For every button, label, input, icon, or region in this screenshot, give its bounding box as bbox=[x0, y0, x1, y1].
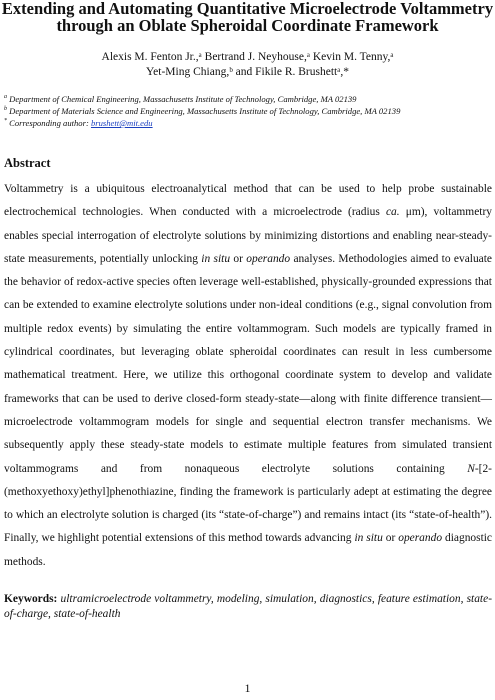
author-list bbox=[0, 50, 495, 80]
affiliation-b bbox=[4, 105, 492, 117]
keywords-list: ultramicroelectrode voltammetry, modeling, simulation, diagnostics, feature estimation, state-of-charge, state-of-health bbox=[4, 593, 492, 620]
affiliation-b-text: Department of Materials Science and Engineering, Massachusetts Institute of Technology, Cambridge, MA 02139 bbox=[9, 106, 401, 116]
page-number: 1 bbox=[244, 681, 251, 695]
abstract-text: or bbox=[230, 252, 247, 265]
affiliations bbox=[4, 93, 492, 129]
abstract-italic-term: in situ bbox=[201, 252, 231, 265]
title-line-1: Extending and Automating Quantitative Microelectrode Voltammetry bbox=[1, 0, 494, 18]
affiliation-a bbox=[4, 93, 492, 105]
keywords-label: Keywords: bbox=[4, 593, 58, 605]
abstract-text: diagnostic methods. bbox=[4, 532, 493, 568]
abstract-heading: Abstract bbox=[4, 156, 51, 170]
paper-title bbox=[0, 0, 495, 34]
abstract-italic-term: in situ bbox=[354, 532, 383, 545]
author-line-2: Yet-Ming Chiang,ᵇ and Fikile R. Brushettᵃ,* bbox=[146, 66, 349, 78]
affiliation-a-text: Department of Chemical Engineering, Massachusetts Institute of Technology, Cambridge, MA 02139 bbox=[9, 94, 357, 104]
abstract-text: -[2-(methoxyethoxy)ethyl]phenothiazine, finding the framework is particularly adept at estimating the degree to which an electrolyte solution is charged (its “state-of-charge”) and remains intact (its “state-of-health”). Finally, we highlight potential extensions of this method towards advancing bbox=[4, 462, 492, 545]
abstract-body bbox=[4, 178, 492, 574]
abstract-italic-term: N bbox=[467, 462, 475, 475]
author-line-1: Alexis M. Fenton Jr.,ᵃ Bertrand J. Neyhouse,ᵃ Kevin M. Tenny,ᵃ bbox=[101, 51, 394, 63]
abstract-text: μm), voltammetry enables special interrogation of electrolyte solutions by minimizing distortions and enabling near-steady-state measurements, potentially unlocking bbox=[4, 206, 492, 265]
abstract-text: or bbox=[382, 532, 399, 545]
abstract-italic-term: operando bbox=[398, 532, 443, 545]
affiliation-b-mark: b bbox=[4, 106, 7, 112]
corresponding-mark: * bbox=[4, 118, 7, 124]
abstract-italic-term: operando bbox=[246, 252, 291, 265]
abstract-italic-term: ca. bbox=[385, 206, 400, 219]
corresponding-label: Corresponding author: bbox=[9, 118, 89, 128]
corresponding-email-link[interactable]: brushett@mit.edu bbox=[90, 118, 153, 128]
affiliation-a-mark: a bbox=[4, 94, 7, 100]
keywords bbox=[4, 592, 492, 621]
corresponding-author bbox=[4, 117, 492, 129]
abstract-text: analyses. Methodologies aimed to evaluate the behavior of redox-active species often leverage well-established, physically-grounded expressions that can be extended to examine electrolyte solutions under non-ideal conditions (e.g., signal convolution from multiple redox events) by simulating the entire voltammogram. Such models are typically framed in cylindrical coordinates, but leveraging oblate spheroidal coordinates can result in less cumbersome mathematical treatment. Here, we utilize this orthogonal coordinate system to develop and validate frameworks that can be used to derive closed-form steady-state—along with finite difference transient—microelectrode voltammogram models for single and sequential electron transfer mechanisms. We subsequently apply these steady-state models to estimate multiple features from simulated transient voltammograms and from nonaqueous electrolyte solutions containing bbox=[4, 252, 492, 475]
abstract-text: Voltammetry is a ubiquitous electroanalytical method that can be used to help probe sustainable electrochemical technologies. When conducted with a microelectrode (radius bbox=[4, 183, 492, 219]
title-line-2: through an Oblate Spheroidal Coordinate Framework bbox=[56, 16, 439, 35]
